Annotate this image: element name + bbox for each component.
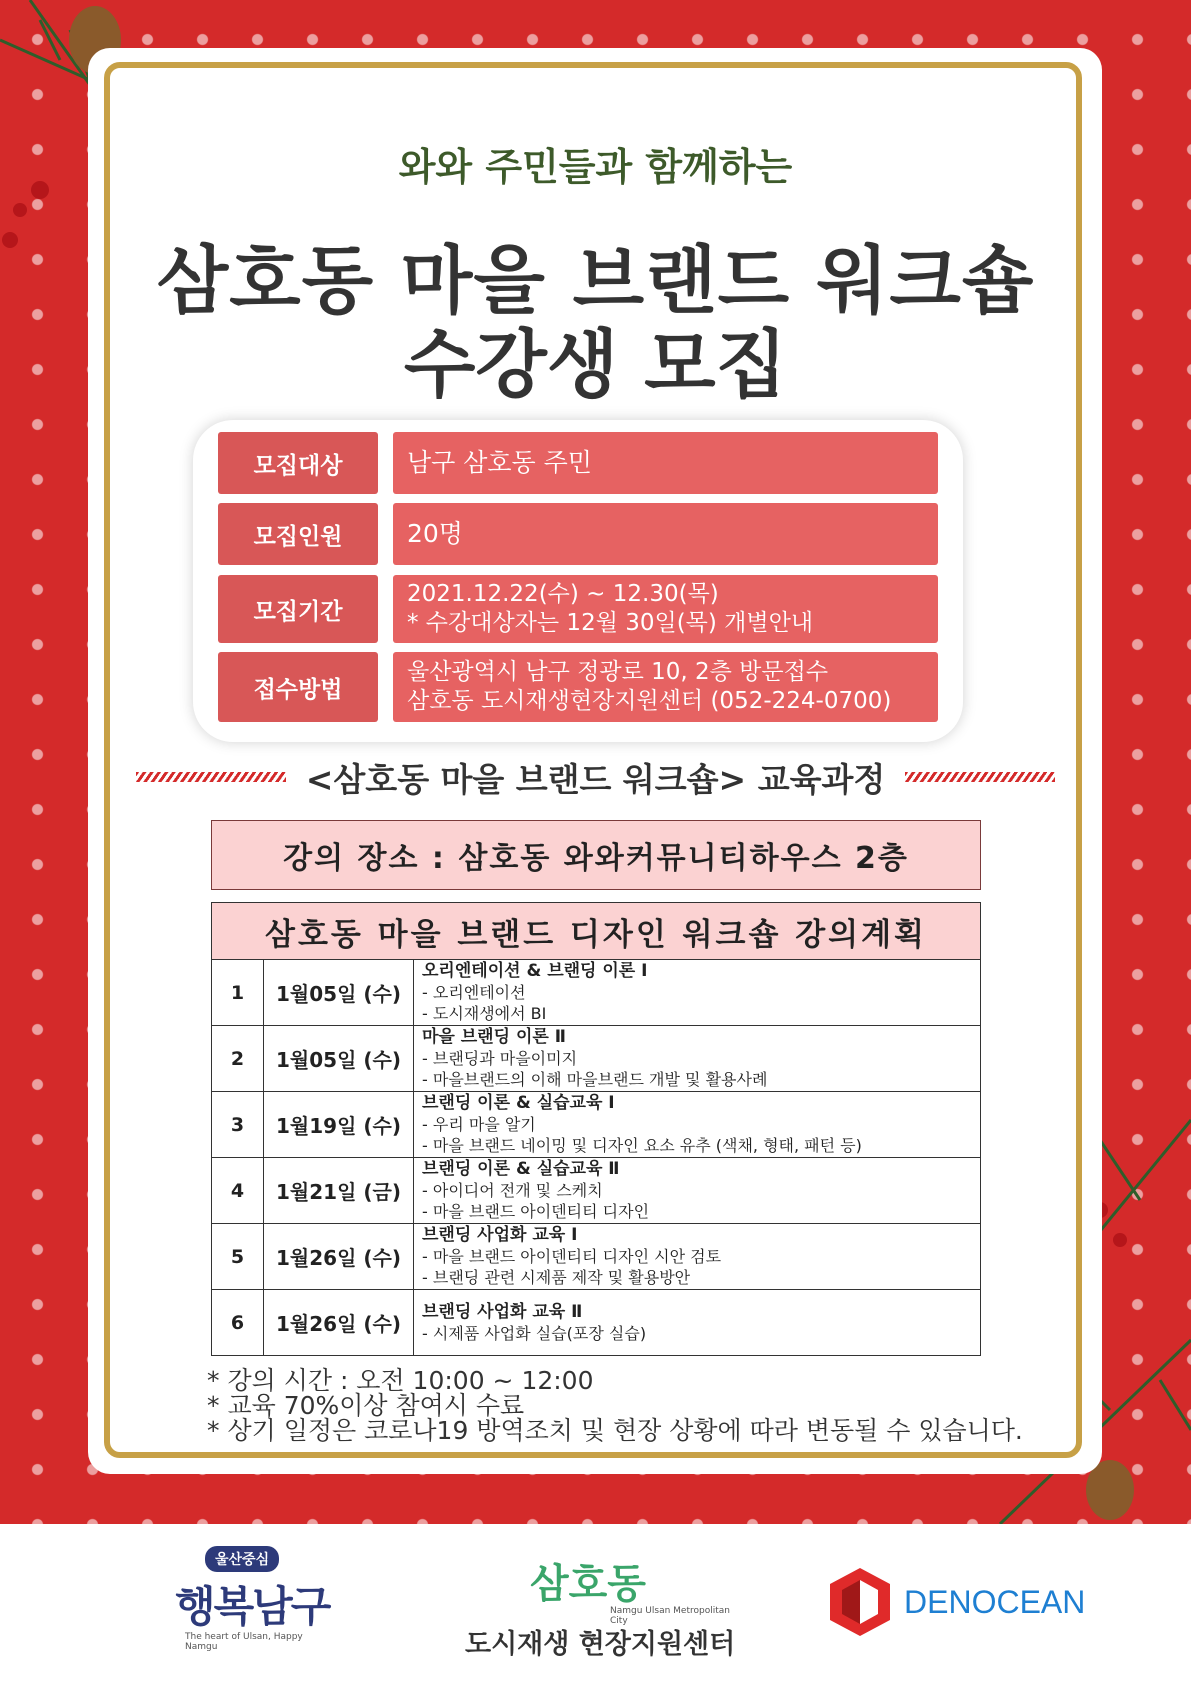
info-value-line: 2021.12.22(수) ~ 12.30(목) (407, 581, 719, 608)
notes (207, 1368, 1023, 1443)
info-label: 모집기간 (218, 575, 378, 643)
session-date: 1월05일 (수) (264, 960, 414, 1026)
poster-subtitle: 와와 주민들과 함께하는 (398, 145, 793, 189)
session-item: - 마을브랜드의 이해 마을브랜드 개발 및 활용사례 (422, 1070, 768, 1089)
session-number: 3 (212, 1092, 264, 1158)
session-title: 브랜딩 사업화 교육 Ⅰ (422, 1225, 578, 1245)
session-description (414, 1026, 981, 1092)
namgu-slogan: The heart of Ulsan, Happy Namgu (185, 1632, 303, 1652)
namgu-badge: 울산중심 (205, 1546, 279, 1572)
session-title: 브랜딩 이론 & 실습교육 Ⅱ (422, 1159, 620, 1179)
session-item: - 브랜딩 관련 시제품 제작 및 활용방안 (422, 1268, 691, 1287)
info-row-method (218, 652, 938, 722)
session-title: 마을 브랜딩 이론 Ⅱ (422, 1027, 566, 1047)
table-row (212, 1224, 981, 1290)
info-value (393, 503, 938, 565)
session-number: 5 (212, 1224, 264, 1290)
session-date: 1월26일 (수) (264, 1290, 414, 1356)
samho-sub-en: Namgu Ulsan Metropolitan City (610, 1606, 730, 1626)
namgu-logo-text: 행복남구 (175, 1582, 330, 1631)
session-item: - 오리엔테이션 (422, 983, 526, 1002)
denocean-mark-icon (828, 1566, 892, 1638)
session-title: 브랜딩 사업화 교육 Ⅱ (422, 1301, 583, 1322)
table-row (212, 1026, 981, 1092)
namgu-logo (175, 1546, 335, 1666)
denocean-text: DENOCEAN (904, 1584, 1086, 1620)
info-value-line: 남구 삼호동 주민 (407, 448, 592, 478)
poster-title: 삼호동 마을 브랜드 워크숍 (156, 238, 1035, 324)
table-row (212, 1158, 981, 1224)
info-row-period (218, 575, 938, 643)
divider-hatch-right (905, 772, 1055, 782)
session-item: - 마을 브랜드 아이덴티티 디자인 (422, 1202, 650, 1221)
session-date: 1월21일 (금) (264, 1158, 414, 1224)
info-label: 모집인원 (218, 503, 378, 565)
samho-center-logo (460, 1552, 740, 1672)
info-value-line: 삼호동 도시재생현장지원센터 (052-224-0700) (407, 688, 892, 714)
session-number: 2 (212, 1026, 264, 1092)
session-number: 6 (212, 1290, 264, 1356)
session-title: 브랜딩 이론 & 실습교육 Ⅰ (422, 1093, 615, 1113)
info-value (393, 432, 938, 494)
table-row (212, 1092, 981, 1158)
session-item: - 마을 브랜드 네이밍 및 디자인 요소 유추 (색채, 형태, 패턴 등) (422, 1136, 862, 1155)
note-line: * 상기 일정은 코로나19 방역조치 및 현장 상황에 따라 변동될 수 있습니다. (207, 1416, 1023, 1445)
info-row-target (218, 432, 938, 494)
session-date: 1월19일 (수) (264, 1092, 414, 1158)
session-description (414, 1290, 981, 1356)
lecture-plan-table (211, 902, 981, 1356)
samho-center-name: 도시재생 현장지원센터 (465, 1629, 736, 1660)
session-item: - 우리 마을 알기 (422, 1115, 536, 1134)
session-item: - 시제품 사업화 실습(포장 실습) (422, 1323, 647, 1343)
session-date: 1월26일 (수) (264, 1224, 414, 1290)
session-description (414, 1158, 981, 1224)
info-value (393, 575, 938, 643)
session-description (414, 1224, 981, 1290)
denocean-logo (828, 1566, 1088, 1646)
samho-logo-text: 삼호동 (530, 1561, 646, 1607)
session-description (414, 960, 981, 1026)
session-date: 1월05일 (수) (264, 1026, 414, 1092)
session-number: 4 (212, 1158, 264, 1224)
info-value-line: 울산광역시 남구 정광로 10, 2층 방문접수 (407, 659, 829, 686)
note-line: * 교육 70%이상 참여시 수료 (207, 1391, 525, 1420)
info-row-count (218, 503, 938, 565)
curriculum-heading: <삼호동 마을 브랜드 워크숍> 교육과정 (305, 760, 886, 799)
poster-title-line2: 수강생 모집 (403, 322, 788, 408)
session-item: - 브랜딩과 마을이미지 (422, 1049, 578, 1068)
lecture-place: 강의 장소 : 삼호동 와와커뮤니티하우스 2층 (211, 820, 981, 890)
info-value-line: 20명 (407, 519, 463, 549)
note-line: * 강의 시간 : 오전 10:00 ~ 12:00 (207, 1366, 594, 1395)
info-value (393, 652, 938, 722)
table-row (212, 1290, 981, 1356)
info-value-line: * 수강대상자는 12월 30일(목) 개별안내 (407, 610, 814, 636)
table-row (212, 960, 981, 1026)
session-number: 1 (212, 960, 264, 1026)
info-label: 모집대상 (218, 432, 378, 494)
session-item: - 아이디어 전개 및 스케치 (422, 1181, 603, 1200)
session-description (414, 1092, 981, 1158)
session-item: - 도시재생에서 BI (422, 1004, 547, 1023)
table-title: 삼호동 마을 브랜드 디자인 워크숍 강의계획 (212, 903, 981, 960)
info-label: 접수방법 (218, 652, 378, 722)
session-item: - 마을 브랜드 아이덴티티 디자인 시안 검토 (422, 1247, 722, 1266)
logo-footer (0, 1524, 1191, 1684)
session-title: 오리엔테이션 & 브랜딩 이론 Ⅰ (422, 961, 648, 981)
